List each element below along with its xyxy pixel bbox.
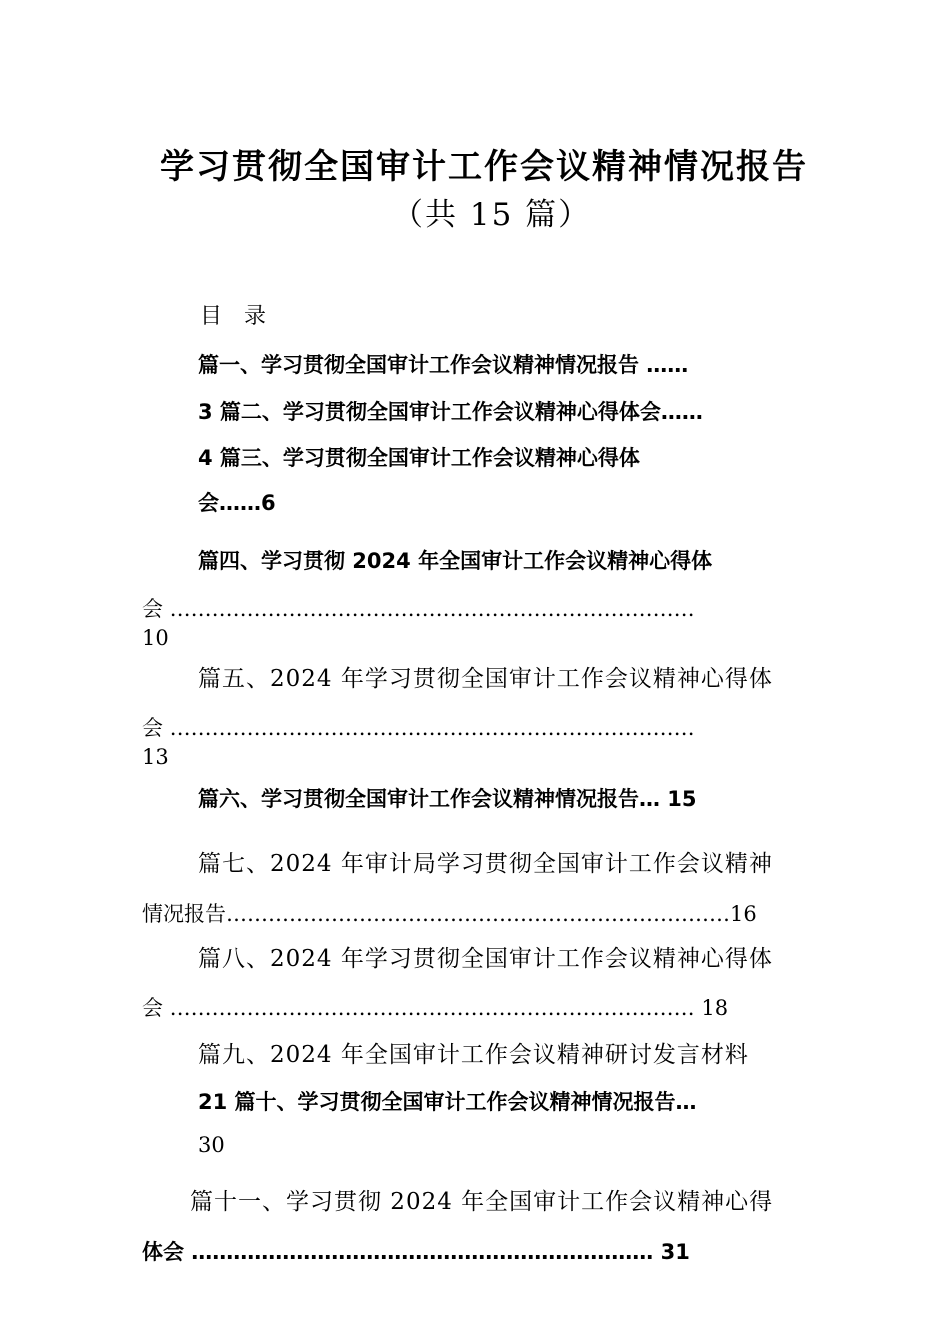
toc-line-11: 篇六、学习贯彻全国审计工作会议精神情况报告… 15: [198, 787, 697, 811]
toc-line-17: 21 篇十、学习贯彻全国审计工作会议精神情况报告…: [198, 1090, 697, 1114]
document-subtitle: （共 15 篇）: [392, 197, 592, 233]
toc-line-16: 篇九、2024 年全国审计工作会议精神研讨发言材料: [198, 1042, 749, 1068]
toc-heading: 目 录: [200, 304, 267, 329]
toc-line-13: 情况报告………………………………………………………………16: [142, 902, 757, 926]
toc-line-10: 13: [142, 745, 169, 769]
toc-line-5: 篇四、学习贯彻 2024 年全国审计工作会议精神心得体: [198, 549, 713, 573]
toc-line-7: 10: [142, 626, 169, 650]
toc-line-6: 会 …………………………………………………………………: [142, 597, 695, 621]
toc-line-15: 会 ………………………………………………………………… 18: [142, 996, 729, 1020]
toc-line-1: 篇一、学习贯彻全国审计工作会议精神情况报告 ……: [198, 353, 689, 377]
toc-line-18: 30: [198, 1133, 225, 1157]
toc-line-3: 4 篇三、学习贯彻全国审计工作会议精神心得体: [198, 446, 640, 470]
toc-line-8: 篇五、2024 年学习贯彻全国审计工作会议精神心得体: [198, 666, 773, 692]
toc-line-20: 体会 ………………………………………………………… 31: [142, 1240, 690, 1264]
document-title: 学习贯彻全国审计工作会议精神情况报告: [160, 147, 808, 187]
toc-line-19: 篇十一、学习贯彻 2024 年全国审计工作会议精神心得: [190, 1189, 774, 1215]
toc-line-14: 篇八、2024 年学习贯彻全国审计工作会议精神心得体: [198, 946, 773, 972]
toc-line-4: 会……6: [198, 491, 276, 515]
toc-line-9: 会 …………………………………………………………………: [142, 716, 695, 740]
toc-line-2: 3 篇二、学习贯彻全国审计工作会议精神心得体会……: [198, 400, 703, 424]
toc-line-12: 篇七、2024 年审计局学习贯彻全国审计工作会议精神: [198, 851, 773, 877]
